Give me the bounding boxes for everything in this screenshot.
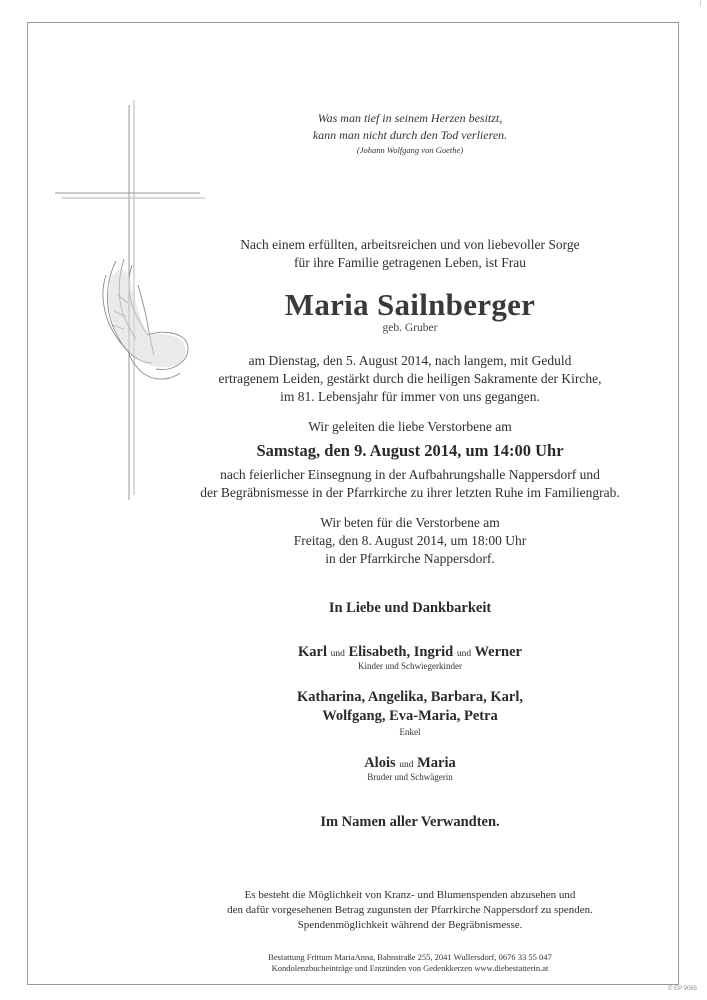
funeral-line: der Begräbnismesse in der Pfarrkirche zu ihrer letzten Ruhe im Familiengrab.	[200, 485, 620, 500]
motto-line: kann man nicht durch den Tod verlieren.	[312, 128, 508, 142]
prayer-line: in der Pfarrkirche Nappersdorf.	[325, 551, 495, 566]
prayer-line: Freitag, den 8. August 2014, um 18:00 Uhr	[293, 533, 527, 548]
print-code: © EP 9065	[668, 986, 697, 992]
conjunction: und	[399, 760, 414, 770]
donation-line: den dafür vorgesehenen Betrag zugunsten der Pfarrkirche Nappersdorf zu spenden.	[227, 904, 593, 916]
mourner-name: Werner	[474, 644, 522, 660]
donation-note	[130, 888, 690, 933]
footer-line: Kondolenzbucheinträge und Entzünden von Gedenkkerzen www.diebestatterin.at	[271, 963, 549, 973]
footer-line: Bestattung Frittum MariaAnna, Bahnstraße 255, 2041 Wullersdorf, 0676 33 55 047	[268, 952, 552, 962]
motto	[130, 110, 690, 156]
funeral-details	[130, 466, 690, 502]
mourner-group-grandchildren	[130, 688, 690, 726]
mourner-role: Kinder und Schwiegerkinder	[358, 661, 462, 671]
funeral-line: nach feierlicher Einsegnung in der Aufbahrungshalle Nappersdorf und	[220, 467, 600, 482]
conjunction: und	[456, 649, 472, 659]
mourners-heading: In Liebe und Dankbarkeit	[328, 600, 492, 616]
motto-author: (Johann Wolfgang von Goethe)	[356, 145, 464, 155]
mourner-role: Bruder und Schwägerin	[367, 772, 453, 782]
donation-line: Es besteht die Möglichkeit von Kranz- und Blumenspenden abzusehen und	[244, 889, 576, 901]
deceased-name: Maria Sailnberger	[284, 287, 536, 322]
mourner-name: Elisabeth, Ingrid	[348, 644, 454, 660]
prayer-line: Wir beten für die Verstorbene am	[320, 515, 500, 530]
death-line: ertragenem Leiden, gestärkt durch die heiligen Sakramente der Kirche,	[218, 371, 602, 386]
mourner-names: Katharina, Angelika, Barbara, Karl,	[297, 689, 523, 705]
closing-line: Im Namen aller Verwandten.	[320, 814, 500, 830]
funeral-intro: Wir geleiten die liebe Verstorbene am	[308, 419, 512, 434]
mourner-name: Maria	[417, 755, 456, 771]
mourner-role: Enkel	[399, 727, 421, 737]
death-notice	[130, 352, 690, 406]
death-line: im 81. Lebensjahr für immer von uns gegangen.	[280, 389, 540, 404]
corner-mark	[700, 0, 701, 6]
donation-line: Spendenmöglichkeit während der Begräbnismesse.	[297, 919, 523, 931]
intro-text	[130, 236, 690, 272]
mourner-name: Alois	[364, 755, 396, 771]
prayer-notice	[130, 514, 690, 568]
death-line: am Dienstag, den 5. August 2014, nach langem, mit Geduld	[248, 353, 572, 368]
undertaker-footer	[130, 952, 690, 974]
conjunction: und	[330, 649, 345, 659]
mourner-names: Wolfgang, Eva-Maria, Petra	[322, 708, 498, 724]
intro-line: Nach einem erfüllten, arbeitsreichen und von liebevoller Sorge	[240, 237, 580, 252]
intro-line: für ihre Familie getragenen Leben, ist Frau	[293, 255, 527, 270]
funeral-date: Samstag, den 9. August 2014, um 14:00 Uhr	[256, 441, 564, 460]
mourner-name: Karl	[297, 644, 327, 660]
birth-name: geb. Gruber	[382, 322, 438, 334]
motto-line: Was man tief in seinem Herzen besitzt,	[317, 111, 503, 125]
